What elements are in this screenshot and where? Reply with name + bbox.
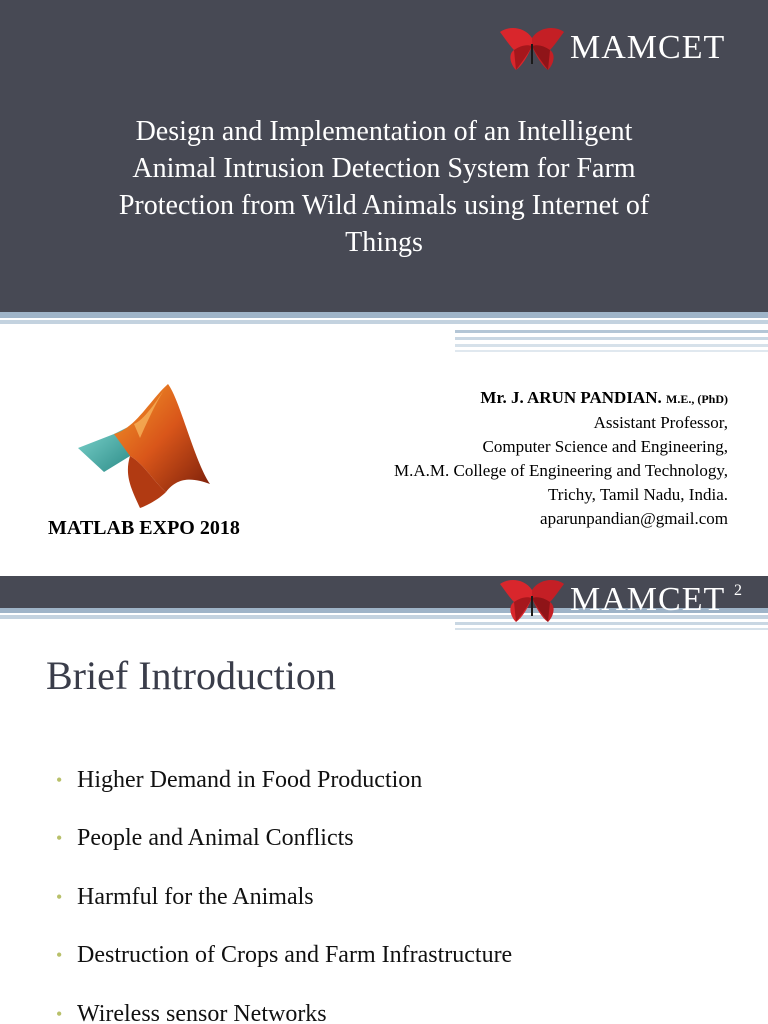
bullet-text: Destruction of Crops and Farm Infrastructure [77, 942, 513, 969]
expo-label: MATLAB EXPO 2018 [48, 517, 240, 539]
bullet-text: Higher Demand in Food Production [77, 766, 423, 793]
author-line: Assistant Professor, [593, 413, 728, 432]
bullet-text: People and Animal Conflicts [77, 825, 354, 852]
author-line: Computer Science and Engineering, [482, 437, 728, 456]
list-item [56, 927, 512, 986]
title-line: Things [345, 227, 423, 258]
bullet-icon: • [56, 1003, 63, 1024]
bullet-icon: • [56, 945, 63, 966]
slide-number: 2 [734, 582, 742, 599]
author-degree: M.E., (PhD) [666, 392, 728, 406]
list-item [56, 810, 512, 869]
decorative-stripes [0, 312, 768, 354]
matlab-logo-icon [74, 380, 214, 515]
logo-text: MAMCET [570, 581, 726, 618]
butterfly-logo-icon [498, 24, 566, 72]
title-line: Design and Implementation of an Intelligent [135, 116, 633, 147]
author-name: Mr. J. ARUN PANDIAN. [480, 388, 662, 407]
list-item [56, 751, 512, 810]
presentation-title [60, 113, 708, 261]
author-line: M.A.M. College of Engineering and Technology, [393, 461, 728, 480]
bullet-icon: • [56, 769, 63, 790]
author-line: Trichy, Tamil Nadu, India. [548, 485, 728, 504]
bullet-icon: • [56, 886, 63, 907]
title-line: Protection from Wild Animals using Internet of [118, 190, 650, 221]
mamcet-logo [498, 24, 725, 72]
intro-slide [0, 576, 768, 1024]
title-line: Animal Intrusion Detection System for Farm [132, 153, 636, 184]
author-email: aparunpandian@gmail.com [540, 509, 728, 528]
slide-heading: Brief Introduction [46, 653, 336, 698]
bullet-list [56, 751, 512, 1024]
logo-text: MAMCET [570, 29, 726, 66]
bullet-text: Wireless sensor Networks [77, 1000, 327, 1024]
bullet-text: Harmful for the Animals [77, 883, 314, 910]
author-info [394, 386, 728, 531]
list-item [56, 868, 512, 927]
mamcet-logo [498, 576, 725, 624]
bullet-icon: • [56, 828, 63, 849]
butterfly-logo-icon [498, 576, 566, 624]
list-item [56, 985, 512, 1024]
